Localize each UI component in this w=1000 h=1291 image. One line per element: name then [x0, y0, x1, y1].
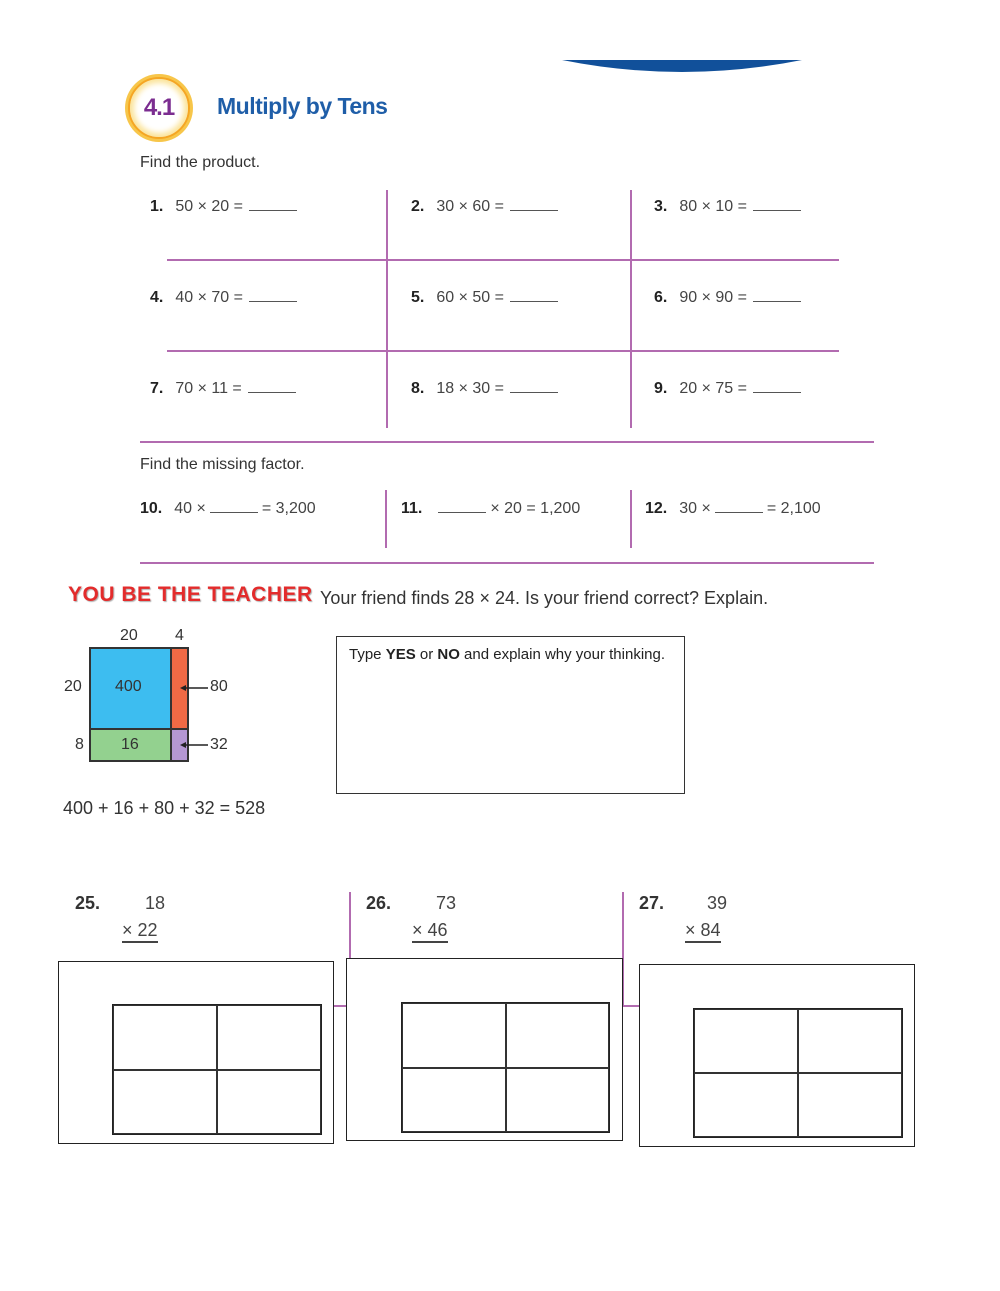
diagram-top-label: 4: [175, 627, 184, 644]
section-divider: [140, 562, 874, 564]
answer-blank[interactable]: [210, 512, 258, 513]
grid-cell[interactable]: [217, 1070, 321, 1135]
grid-cell[interactable]: [694, 1009, 798, 1073]
problem-27-top: 39: [707, 893, 728, 913]
answer-blank[interactable]: [753, 392, 801, 393]
grid-cell[interactable]: [113, 1005, 217, 1070]
diagram-top-label: 20: [120, 627, 138, 644]
instruction-text: or: [415, 646, 438, 663]
grid-divider: [622, 1005, 640, 1007]
grid-cell[interactable]: [506, 1068, 610, 1133]
grid-cell[interactable]: [798, 1009, 902, 1073]
section2-instruction: Find the missing factor.: [140, 456, 305, 473]
answer-blank[interactable]: [753, 210, 801, 211]
instruction-text: and explain why your thinking.: [459, 646, 666, 663]
diagram-side-label: 8: [75, 736, 84, 753]
grid-divider: [167, 350, 839, 352]
header-swoosh-decoration: [562, 58, 802, 74]
area-model-grid-26[interactable]: [401, 1002, 610, 1133]
answer-blank[interactable]: [438, 512, 486, 513]
grid-divider: [630, 190, 632, 428]
grid-divider: [386, 190, 388, 428]
section1-instruction: Find the product.: [140, 154, 261, 171]
problem-26-bottom: × 46: [412, 920, 448, 943]
answer-blank[interactable]: [249, 210, 297, 211]
explanation-textbox[interactable]: [336, 636, 685, 794]
arrow-label: 80: [210, 678, 228, 695]
answer-blank[interactable]: [510, 392, 558, 393]
friend-equation: 400 + 16 + 80 + 32 = 528: [63, 798, 266, 818]
problem-4: 4. 40 × 70 =: [150, 289, 297, 307]
yes-keyword: YES: [385, 646, 416, 663]
problem-27-bottom: × 84: [685, 920, 721, 943]
problem-11: 11. × 20 = 1,200: [401, 500, 581, 517]
area-cell-value: 16: [121, 736, 139, 753]
problem-1: 1. 50 × 20 =: [150, 198, 297, 216]
teacher-question: Your friend finds 28 × 24. Is your friend correct? Explain.: [320, 588, 769, 608]
grid-cell[interactable]: [798, 1073, 902, 1137]
answer-blank[interactable]: [753, 301, 801, 302]
answer-blank[interactable]: [510, 301, 558, 302]
problem-26-top: 73: [436, 893, 457, 913]
arrow-icon: [178, 680, 210, 752]
grid-cell[interactable]: [694, 1073, 798, 1137]
grid-cell[interactable]: [506, 1003, 610, 1068]
answer-blank[interactable]: [248, 392, 296, 393]
diagram-side-label: 20: [64, 678, 82, 695]
problem-9: 9. 20 × 75 =: [654, 380, 801, 398]
problem-25-top: 18: [145, 893, 166, 913]
lesson-badge: [128, 77, 190, 139]
problem-27-number: 27.: [639, 893, 665, 913]
problem-8: 8. 18 × 30 =: [411, 380, 558, 398]
grid-cell[interactable]: [402, 1003, 506, 1068]
problem-2: 2. 30 × 60 =: [411, 198, 558, 216]
problem-25-bottom: × 22: [122, 920, 158, 943]
problem-7: 7. 70 × 11 =: [150, 380, 296, 398]
you-be-the-teacher-label: YOU BE THE TEACHER: [68, 583, 313, 606]
arrow-label: 32: [210, 736, 228, 753]
grid-divider: [167, 259, 839, 261]
area-model-grid-25[interactable]: [112, 1004, 322, 1135]
instruction-text: Type: [349, 646, 386, 663]
problem-26-number: 26.: [366, 893, 392, 913]
answer-blank[interactable]: [510, 210, 558, 211]
lesson-number: 4.1: [143, 94, 175, 121]
page-title: Multiply by Tens: [217, 93, 388, 119]
grid-divider: [630, 490, 632, 548]
answer-blank[interactable]: [715, 512, 763, 513]
grid-cell[interactable]: [402, 1068, 506, 1133]
no-keyword: NO: [437, 646, 460, 663]
answer-blank[interactable]: [249, 301, 297, 302]
problem-5: 5. 60 × 50 =: [411, 289, 558, 307]
problem-6: 6. 90 × 90 =: [654, 289, 801, 307]
area-cell-value: 400: [115, 678, 142, 695]
grid-cell[interactable]: [113, 1070, 217, 1135]
problem-10: 10. 40 × = 3,200: [140, 500, 316, 517]
problem-25-number: 25.: [75, 893, 101, 913]
problem-12: 12. 30 × = 2,100: [645, 500, 821, 517]
area-model-grid-27[interactable]: [693, 1008, 903, 1138]
section-divider: [140, 441, 874, 443]
grid-cell[interactable]: [217, 1005, 321, 1070]
problem-3: 3. 80 × 10 =: [654, 198, 801, 216]
grid-divider: [385, 490, 387, 548]
